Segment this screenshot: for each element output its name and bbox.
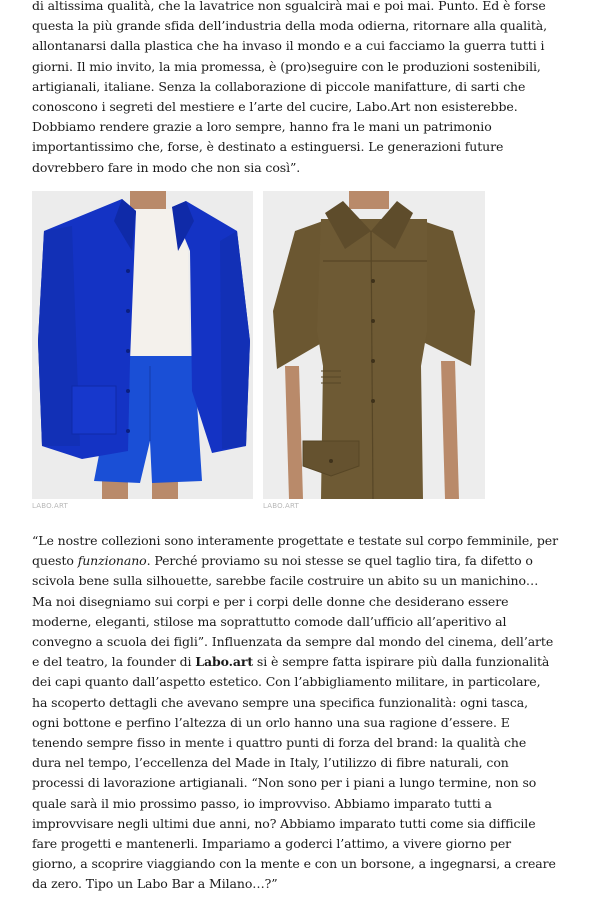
text-line: Dobbiamo rendere grazie a loro sempre, hanno fra le mani un patrimonio bbox=[32, 119, 492, 135]
blue-jacket-illustration bbox=[32, 191, 253, 499]
text-line: tenendo sempre fisso in mente i quattro punti di forza del brand: la qualità che bbox=[32, 735, 527, 751]
text-line: improvvisare negli ultimi due anni, no? Abbiamo imparato tutti come sia difficile bbox=[32, 815, 536, 831]
text-line: giorni. Il mio invito, la mia promessa, è (pro)seguire con le produzioni sostenibili, bbox=[32, 58, 541, 74]
text-line: conoscono i segreti del mestiere e l’arte del cucire, Labo.Art non esisterebbe. bbox=[32, 99, 518, 115]
text-line bbox=[32, 652, 550, 672]
text-line: questa la più grande sfida dell’industria della moda odierna, ritornare alla qualità, bbox=[32, 18, 548, 34]
text-line: importantissimo che, forse, è destinato a estinguersi. Le generazioni future bbox=[32, 139, 504, 155]
paragraph-collections bbox=[32, 531, 558, 895]
photo-olive-jumpsuit[interactable] bbox=[263, 191, 485, 499]
text-line: processi di lavorazione artigianali. “Non sono per i piani a lungo termine, non so bbox=[32, 775, 537, 791]
text-line: dei capi quanto dall’aspetto estetico. Con l’abbigliamento militare, in particolare, bbox=[32, 674, 541, 690]
olive-jumpsuit-illustration bbox=[263, 191, 485, 499]
text-run: . Perché proviamo su noi stesse se quel taglio tira, fa difetto o bbox=[146, 553, 533, 569]
photo-credit: LABO.ART bbox=[263, 502, 299, 510]
photo-blue-jacket[interactable] bbox=[32, 191, 253, 499]
text-line: scivola bene sulla silhouette, sarebbe facile costruire un abito su un manichino… bbox=[32, 573, 539, 589]
text-line: Ma noi disegniamo sui corpi e per i corpi delle donne che desiderano essere bbox=[32, 593, 509, 609]
text-line: “Le nostre collezioni sono interamente progettate e testate sul corpo femminile, per bbox=[32, 533, 558, 548]
photo-credit: LABO.ART bbox=[32, 502, 68, 510]
text-run: e del teatro, la founder di bbox=[32, 654, 196, 670]
text-line: di altissima qualità, che la lavatrice non sgualcirà mai e poi mai. Punto. Ed è forse bbox=[32, 0, 546, 13]
text-line: fare progetti e mantenerli. Impariamo a goderci l’attimo, a vivere giorno per bbox=[32, 836, 511, 852]
text-line: moderne, eleganti, stilose ma soprattutto comode dall’ufficio all’aperitivo al bbox=[32, 613, 507, 629]
text-line bbox=[32, 551, 533, 571]
text-line: dovrebbero fare in modo che non sia così”. bbox=[32, 159, 301, 175]
paragraph-intro bbox=[32, 0, 548, 178]
text-line: artigianali, italiane. Senza la collaborazione di piccole manifatture, di sarti che bbox=[32, 78, 526, 94]
text-line: quale sarà il mio prossimo passo, io improvviso. Abbiamo imparato tutti a bbox=[32, 795, 492, 811]
text-run: questo bbox=[32, 553, 78, 569]
text-run: si è sempre fatta ispirare più dalla funzionalità bbox=[253, 654, 550, 670]
text-line: convegno a scuola dei figli”. Influenzata da sempre dal mondo del cinema, dell’arte bbox=[32, 634, 554, 650]
brand-link[interactable]: Labo.art bbox=[195, 654, 254, 670]
emphasis-text: funzionano bbox=[77, 553, 147, 569]
text-line: ha scoperto dettagli che avevano sempre una specifica funzionalità: ogni tasca, bbox=[32, 694, 528, 710]
text-line: dura nel tempo, l’eccellenza del Made in Italy, l’utilizzo di fibre naturali, con bbox=[32, 755, 509, 771]
text-line: giorno, a scoprire viaggiando con la mente e con un borsone, a ingegnarsi, a creare bbox=[32, 856, 556, 872]
text-line: da zero. Tipo un Labo Bar a Milano…?” bbox=[32, 876, 278, 892]
text-line: ogni bottone e perfino l’altezza di un orlo hanno una sua ragione d’essere. E bbox=[32, 714, 510, 730]
text-line: allontanarsi dalla plastica che ha invaso il mondo e a cui facciamo la guerra tutti i bbox=[32, 38, 545, 54]
